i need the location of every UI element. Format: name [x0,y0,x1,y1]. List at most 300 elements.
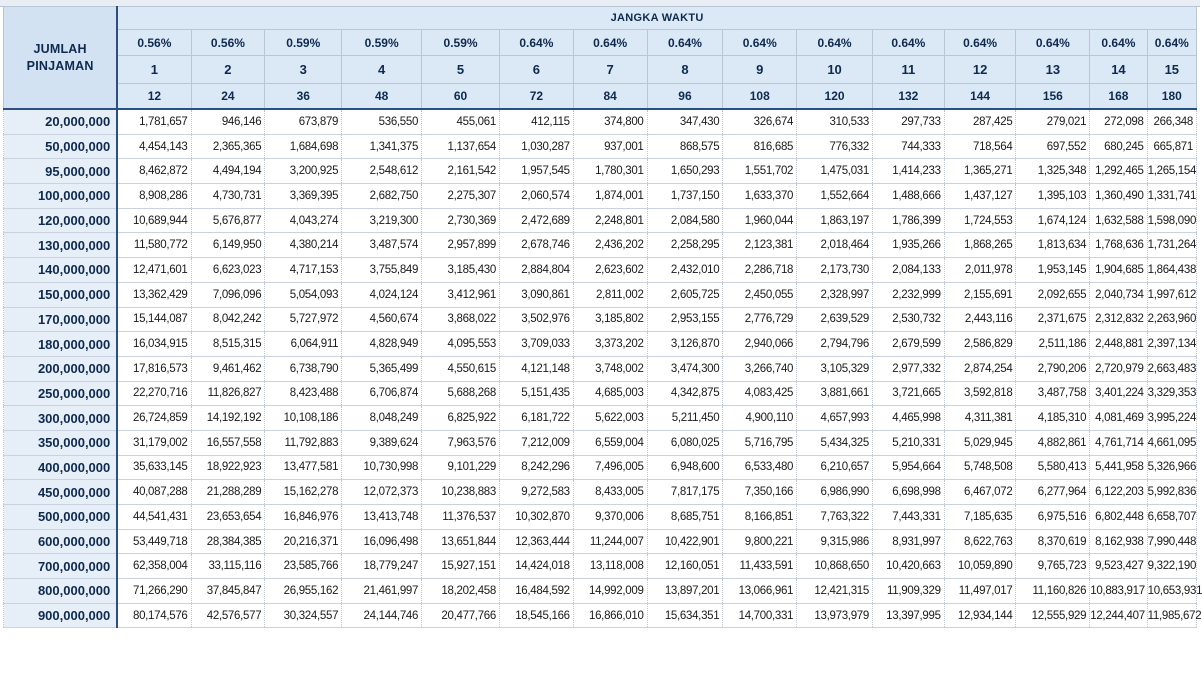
installment-cell: 10,422,901 [647,529,723,554]
installment-cell: 4,342,875 [647,381,723,406]
installment-cell: 33,115,116 [191,554,265,579]
month-cell: 180 [1147,84,1196,110]
installment-cell: 2,530,732 [872,307,944,332]
installment-cell: 6,986,990 [797,480,873,505]
installment-cell: 10,730,998 [342,455,422,480]
installment-cell: 5,748,508 [944,455,1016,480]
installment-cell: 5,688,268 [422,381,500,406]
interest-rate-cell: 0.64% [647,30,723,56]
installment-cell: 1,684,698 [265,134,342,159]
installment-cell: 6,698,998 [872,480,944,505]
installment-cell: 2,328,997 [797,282,873,307]
installment-cell: 776,332 [797,134,873,159]
installment-cell: 3,185,802 [573,307,647,332]
installment-cell: 18,202,458 [422,579,500,604]
installment-cell: 9,389,624 [342,430,422,455]
year-cell: 10 [797,56,873,84]
loan-amount-cell: 120,000,000 [4,208,118,233]
installment-cell: 1,768,636 [1090,233,1147,258]
installment-cell: 3,487,758 [1016,381,1090,406]
month-cell: 12 [117,84,191,110]
installment-cell: 1,360,490 [1090,184,1147,209]
installment-cell: 1,780,301 [573,159,647,184]
installment-cell: 3,709,033 [499,332,573,357]
installment-cell: 13,651,844 [422,529,500,554]
installment-cell: 1,325,348 [1016,159,1090,184]
installment-cell: 5,151,435 [499,381,573,406]
month-cell: 144 [944,84,1016,110]
table-row [4,282,1197,307]
installment-cell: 8,166,851 [723,505,797,530]
installment-cell: 10,108,186 [265,406,342,431]
installment-cell: 1,598,090 [1147,208,1196,233]
loan-amount-cell: 140,000,000 [4,258,118,283]
installment-cell: 4,465,998 [872,406,944,431]
year-cell: 6 [499,56,573,84]
installment-cell: 1,414,233 [872,159,944,184]
year-cell: 11 [872,56,944,84]
installment-cell: 8,370,619 [1016,529,1090,554]
installment-cell: 7,817,175 [647,480,723,505]
installment-cell: 6,948,600 [647,455,723,480]
installment-cell: 2,977,332 [872,356,944,381]
month-cell: 72 [499,84,573,110]
installment-cell: 2,953,155 [647,307,723,332]
installment-cell: 2,663,483 [1147,356,1196,381]
installment-cell: 4,043,274 [265,208,342,233]
table-row [4,480,1197,505]
installment-cell: 22,270,716 [117,381,191,406]
installment-cell: 6,277,964 [1016,480,1090,505]
installment-cell: 673,879 [265,109,342,134]
installment-cell: 2,957,899 [422,233,500,258]
installment-cell: 2,448,881 [1090,332,1147,357]
installment-cell: 9,523,427 [1090,554,1147,579]
installment-cell: 1,953,145 [1016,258,1090,283]
loan-amount-cell: 400,000,000 [4,455,118,480]
installment-cell: 3,219,300 [342,208,422,233]
installment-cell: 8,042,242 [191,307,265,332]
installment-cell: 3,105,329 [797,356,873,381]
installment-cell: 7,990,448 [1147,529,1196,554]
installment-cell: 1,331,741 [1147,184,1196,209]
installment-cell: 2,312,832 [1090,307,1147,332]
loan-amount-cell: 350,000,000 [4,430,118,455]
installment-cell: 455,061 [422,109,500,134]
installment-cell: 11,909,329 [872,579,944,604]
installment-cell: 13,362,429 [117,282,191,307]
installment-cell: 2,092,655 [1016,282,1090,307]
installment-cell: 2,794,796 [797,332,873,357]
installment-cell: 266,348 [1147,109,1196,134]
installment-cell: 6,064,911 [265,332,342,357]
installment-cell: 3,126,870 [647,332,723,357]
installment-cell: 2,720,979 [1090,356,1147,381]
year-cell: 15 [1147,56,1196,84]
month-cell: 132 [872,84,944,110]
installment-cell: 2,084,133 [872,258,944,283]
table-row [4,134,1197,159]
installment-cell: 13,066,961 [723,579,797,604]
interest-rate-cell: 0.59% [422,30,500,56]
installment-cell: 3,592,818 [944,381,1016,406]
installment-cell: 2,161,542 [422,159,500,184]
installment-cell: 18,779,247 [342,554,422,579]
table-row [4,307,1197,332]
installment-cell: 326,674 [723,109,797,134]
installment-cell: 6,533,480 [723,455,797,480]
loan-amount-cell: 180,000,000 [4,332,118,357]
installment-cell: 3,748,002 [573,356,647,381]
installment-cell: 6,181,722 [499,406,573,431]
month-cell: 168 [1090,84,1147,110]
installment-cell: 2,232,999 [872,282,944,307]
installment-cell: 23,653,654 [191,505,265,530]
installment-cell: 13,413,748 [342,505,422,530]
installment-cell: 2,263,960 [1147,307,1196,332]
installment-cell: 1,365,271 [944,159,1016,184]
installment-cell: 1,868,265 [944,233,1016,258]
loan-amount-cell: 200,000,000 [4,356,118,381]
year-cell: 8 [647,56,723,84]
installment-cell: 71,266,290 [117,579,191,604]
installment-cell: 26,724,859 [117,406,191,431]
installment-cell: 10,689,944 [117,208,191,233]
month-cell: 108 [723,84,797,110]
installment-cell: 8,685,751 [647,505,723,530]
installment-cell: 16,557,558 [191,430,265,455]
installment-cell: 5,622,003 [573,406,647,431]
loan-amount-cell: 50,000,000 [4,134,118,159]
installment-cell: 272,098 [1090,109,1147,134]
installment-cell: 279,021 [1016,109,1090,134]
installment-cell: 4,685,003 [573,381,647,406]
installment-cell: 2,623,602 [573,258,647,283]
installment-cell: 53,449,718 [117,529,191,554]
table-row [4,356,1197,381]
installment-cell: 40,087,288 [117,480,191,505]
installment-cell: 3,090,861 [499,282,573,307]
installment-cell: 4,121,148 [499,356,573,381]
installment-cell: 4,083,425 [723,381,797,406]
installment-cell: 2,084,580 [647,208,723,233]
installment-cell: 1,475,031 [797,159,873,184]
installment-cell: 2,511,186 [1016,332,1090,357]
installment-cell: 35,633,145 [117,455,191,480]
interest-rate-cell: 0.59% [342,30,422,56]
installment-cell: 8,162,938 [1090,529,1147,554]
installment-cell: 10,238,883 [422,480,500,505]
interest-rate-cell: 0.64% [499,30,573,56]
installment-cell: 665,871 [1147,134,1196,159]
installment-cell: 2,682,750 [342,184,422,209]
installment-cell: 2,397,134 [1147,332,1196,357]
installment-cell: 1,633,370 [723,184,797,209]
installment-cell: 14,992,009 [573,579,647,604]
table-row [4,529,1197,554]
installment-cell: 2,443,116 [944,307,1016,332]
installment-cell: 14,424,018 [499,554,573,579]
installment-cell: 1,737,150 [647,184,723,209]
installment-cell: 1,552,664 [797,184,873,209]
installment-cell: 4,380,214 [265,233,342,258]
interest-rate-cell: 0.59% [265,30,342,56]
installment-cell: 11,244,007 [573,529,647,554]
installment-cell: 816,685 [723,134,797,159]
installment-cell: 2,586,829 [944,332,1016,357]
installment-cell: 1,030,287 [499,134,573,159]
installment-cell: 5,054,093 [265,282,342,307]
installment-cell: 4,761,714 [1090,430,1147,455]
installment-cell: 6,802,448 [1090,505,1147,530]
installment-cell: 7,185,635 [944,505,1016,530]
installment-cell: 2,155,691 [944,282,1016,307]
installment-cell: 6,210,657 [797,455,873,480]
term-header-row [4,7,1197,30]
installment-cell: 1,781,657 [117,109,191,134]
installment-cell: 2,060,574 [499,184,573,209]
installment-cell: 7,212,009 [499,430,573,455]
installment-cell: 7,963,576 [422,430,500,455]
installment-cell: 16,484,592 [499,579,573,604]
installment-cell: 21,461,997 [342,579,422,604]
installment-cell: 718,564 [944,134,1016,159]
installment-cell: 24,144,746 [342,603,422,628]
installment-cell: 15,634,351 [647,603,723,628]
installment-cell: 287,425 [944,109,1016,134]
loan-amount-cell: 500,000,000 [4,505,118,530]
table-row [4,258,1197,283]
installment-cell: 5,211,450 [647,406,723,431]
year-row [4,56,1197,84]
installment-cell: 1,395,103 [1016,184,1090,209]
installment-cell: 2,258,295 [647,233,723,258]
installment-cell: 12,934,144 [944,603,1016,628]
installment-cell: 11,160,826 [1016,579,1090,604]
installment-cell: 5,727,972 [265,307,342,332]
installment-cell: 3,401,224 [1090,381,1147,406]
installment-cell: 3,721,665 [872,381,944,406]
installment-cell: 8,908,286 [117,184,191,209]
installment-cell: 7,763,322 [797,505,873,530]
installment-cell: 10,302,870 [499,505,573,530]
installment-cell: 2,248,801 [573,208,647,233]
installment-cell: 9,765,723 [1016,554,1090,579]
interest-rate-cell: 0.64% [872,30,944,56]
installment-cell: 6,738,790 [265,356,342,381]
installment-cell: 1,650,293 [647,159,723,184]
table-row [4,184,1197,209]
table-row [4,603,1197,628]
table-row [4,381,1197,406]
installment-cell: 2,275,307 [422,184,500,209]
installment-cell: 1,997,612 [1147,282,1196,307]
loan-amount-cell: 100,000,000 [4,184,118,209]
interest-rate-cell: 0.64% [797,30,873,56]
installment-cell: 10,059,890 [944,554,1016,579]
installment-cell: 1,674,124 [1016,208,1090,233]
loan-amount-cell: 95,000,000 [4,159,118,184]
installment-cell: 11,497,017 [944,579,1016,604]
table-row [4,109,1197,134]
installment-cell: 2,371,675 [1016,307,1090,332]
installment-cell: 16,096,498 [342,529,422,554]
loan-amount-cell: 800,000,000 [4,579,118,604]
installment-cell: 9,272,583 [499,480,573,505]
installment-cell: 4,560,674 [342,307,422,332]
installment-cell: 2,450,055 [723,282,797,307]
table-row [4,208,1197,233]
installment-cell: 44,541,431 [117,505,191,530]
installment-cell: 2,432,010 [647,258,723,283]
installment-cell: 3,502,976 [499,307,573,332]
installment-cell: 6,706,874 [342,381,422,406]
installment-cell: 7,096,096 [191,282,265,307]
table-row [4,159,1197,184]
installment-cell: 6,975,516 [1016,505,1090,530]
installment-cell: 6,122,203 [1090,480,1147,505]
installment-cell: 2,639,529 [797,307,873,332]
installment-cell: 2,018,464 [797,233,873,258]
installment-cell: 1,731,264 [1147,233,1196,258]
installment-cell: 1,813,634 [1016,233,1090,258]
loan-installment-table [3,6,1202,628]
installment-cell: 3,412,961 [422,282,500,307]
installment-cell: 3,868,022 [422,307,500,332]
installment-cell: 6,080,025 [647,430,723,455]
installment-cell: 15,144,087 [117,307,191,332]
installment-cell: 4,882,861 [1016,430,1090,455]
installment-cell: 8,931,997 [872,529,944,554]
installment-cell: 3,200,925 [265,159,342,184]
loan-amount-cell: 300,000,000 [4,406,118,431]
installment-cell: 12,421,315 [797,579,873,604]
installment-cell: 11,580,772 [117,233,191,258]
installment-cell: 3,329,353 [1147,381,1196,406]
installment-cell: 15,927,151 [422,554,500,579]
installment-cell: 6,623,023 [191,258,265,283]
installment-cell: 1,724,553 [944,208,1016,233]
installment-cell: 6,825,922 [422,406,500,431]
loan-amount-cell: 250,000,000 [4,381,118,406]
table-row [4,233,1197,258]
installment-cell: 5,326,966 [1147,455,1196,480]
installment-cell: 3,881,661 [797,381,873,406]
installment-cell: 11,376,537 [422,505,500,530]
installment-cell: 6,559,004 [573,430,647,455]
installment-cell: 9,315,986 [797,529,873,554]
table-row [4,455,1197,480]
installment-cell: 1,632,588 [1090,208,1147,233]
interest-rate-row [4,30,1197,56]
installment-cell: 310,533 [797,109,873,134]
installment-cell: 4,081,469 [1090,406,1147,431]
installment-cell: 80,174,576 [117,603,191,628]
interest-rate-cell: 0.64% [1090,30,1147,56]
interest-rate-cell: 0.64% [944,30,1016,56]
loan-amount-cell: 700,000,000 [4,554,118,579]
installment-cell: 20,216,371 [265,529,342,554]
installment-cell: 18,545,166 [499,603,573,628]
interest-rate-cell: 0.56% [191,30,265,56]
installment-cell: 14,700,331 [723,603,797,628]
installment-cell: 297,733 [872,109,944,134]
installment-cell: 2,472,689 [499,208,573,233]
installment-cell: 42,576,577 [191,603,265,628]
loan-amount-cell: 450,000,000 [4,480,118,505]
year-cell: 12 [944,56,1016,84]
month-row [4,84,1197,110]
installment-cell: 3,369,395 [265,184,342,209]
table-row [4,505,1197,530]
installment-cell: 4,661,095 [1147,430,1196,455]
installment-cell: 4,454,143 [117,134,191,159]
installment-cell: 16,034,915 [117,332,191,357]
installment-cell: 12,244,407 [1090,603,1147,628]
loan-amount-cell: 600,000,000 [4,529,118,554]
month-cell: 96 [647,84,723,110]
installment-cell: 20,477,766 [422,603,500,628]
month-cell: 84 [573,84,647,110]
installment-cell: 2,811,002 [573,282,647,307]
installment-cell: 868,575 [647,134,723,159]
installment-cell: 2,286,718 [723,258,797,283]
installment-cell: 5,954,664 [872,455,944,480]
installment-cell: 3,474,300 [647,356,723,381]
loan-amount-header [4,7,118,110]
installment-cell: 1,864,438 [1147,258,1196,283]
installment-cell: 13,397,995 [872,603,944,628]
installment-cell: 6,658,707 [1147,505,1196,530]
installment-cell: 4,185,310 [1016,406,1090,431]
installment-cell: 3,373,202 [573,332,647,357]
year-cell: 13 [1016,56,1090,84]
installment-cell: 946,146 [191,109,265,134]
installment-cell: 8,048,249 [342,406,422,431]
installment-cell: 1,265,154 [1147,159,1196,184]
installment-cell: 8,622,763 [944,529,1016,554]
installment-cell: 9,101,229 [422,455,500,480]
installment-cell: 2,365,365 [191,134,265,159]
installment-cell: 4,657,993 [797,406,873,431]
installment-cell: 9,322,190 [1147,554,1196,579]
installment-cell: 697,552 [1016,134,1090,159]
term-header: JANGKA WAKTU [117,7,1196,30]
installment-cell: 12,363,444 [499,529,573,554]
installment-cell: 18,922,923 [191,455,265,480]
installment-cell: 9,370,006 [573,505,647,530]
installment-cell: 9,461,462 [191,356,265,381]
installment-cell: 374,800 [573,109,647,134]
installment-cell: 62,358,004 [117,554,191,579]
installment-cell: 3,185,430 [422,258,500,283]
installment-cell: 4,095,553 [422,332,500,357]
installment-cell: 4,717,153 [265,258,342,283]
installment-cell: 3,755,849 [342,258,422,283]
installment-cell: 4,311,381 [944,406,1016,431]
installment-cell: 1,960,044 [723,208,797,233]
interest-rate-cell: 0.64% [723,30,797,56]
installment-cell: 4,024,124 [342,282,422,307]
installment-cell: 11,433,591 [723,554,797,579]
installment-cell: 2,940,066 [723,332,797,357]
installment-cell: 536,550 [342,109,422,134]
installment-cell: 10,420,663 [872,554,944,579]
installment-cell: 1,874,001 [573,184,647,209]
installment-cell: 21,288,289 [191,480,265,505]
installment-cell: 2,040,734 [1090,282,1147,307]
installment-cell: 1,863,197 [797,208,873,233]
